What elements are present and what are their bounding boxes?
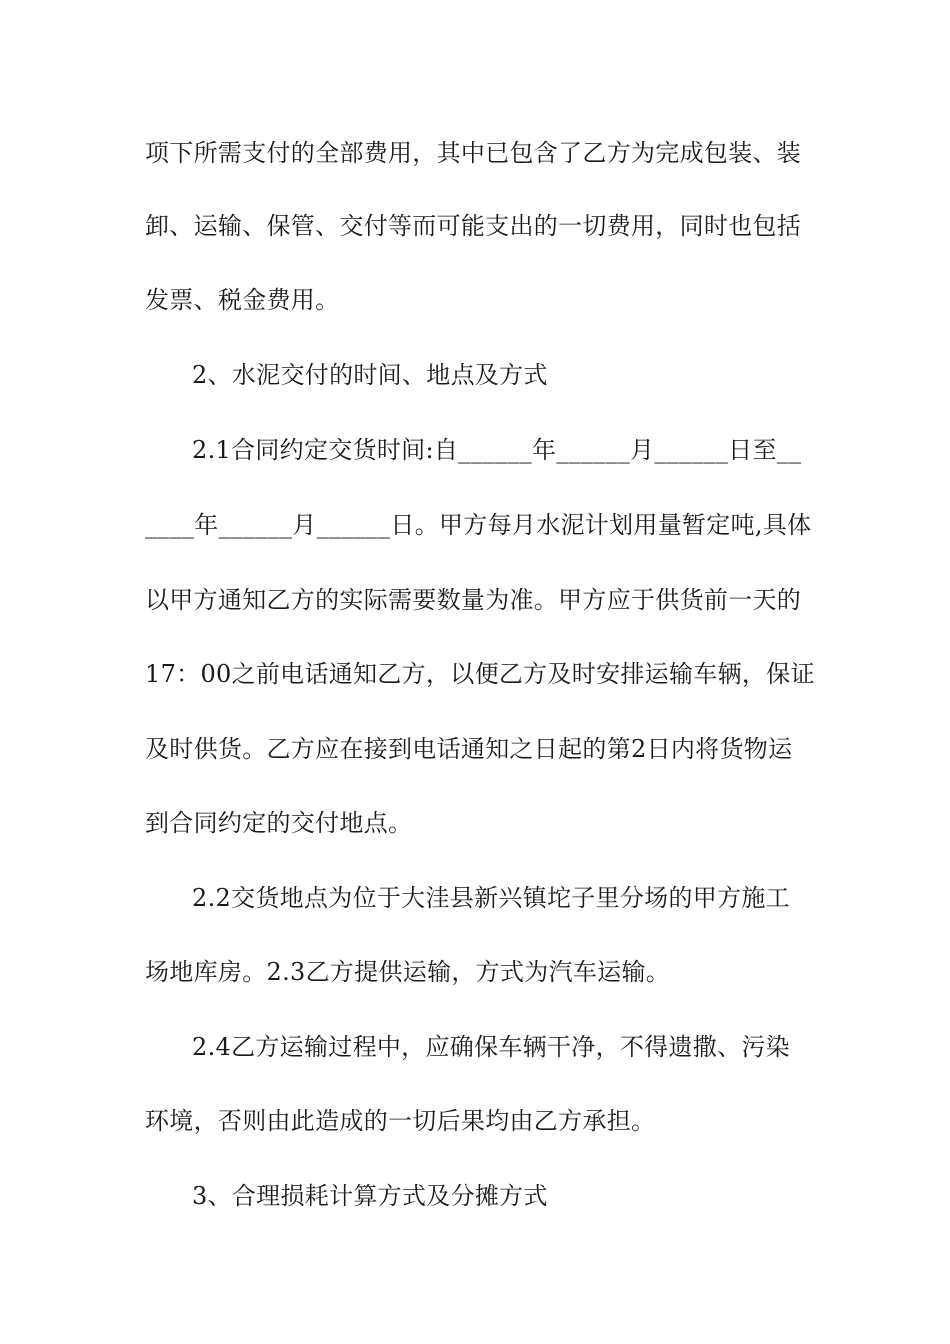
body-line: 卸、运输、保管、交付等而可能支出的一切费用，同时也包括 — [145, 212, 802, 240]
section-heading: 2、水泥交付的时间、地点及方式 — [192, 361, 548, 389]
body-line: 发票、税金费用。 — [145, 286, 340, 314]
body-line: 环境，否则由此造成的一切后果均由乙方承担。 — [145, 1107, 656, 1135]
clause-line: 2.4乙方运输过程中，应确保车辆干净，不得遗撒、污染 — [192, 1033, 790, 1061]
body-line: 到合同约定的交付地点。 — [145, 809, 413, 837]
body-line: 项下所需支付的全部费用，其中已包含了乙方为完成包装、装 — [145, 139, 802, 167]
body-line: 以甲方通知乙方的实际需要数量为准。甲方应于供货前一天的 — [145, 586, 802, 614]
clause-line: 2.1合同约定交货时间:自______年______月______日至__ — [192, 436, 802, 464]
body-line: 17：00之前电话通知乙方，以便乙方及时安排运输车辆，保证 — [145, 660, 815, 688]
body-line: 及时供货。乙方应在接到电话通知之日起的第2日内将货物运 — [145, 735, 793, 763]
body-line: 场地库房。2.3乙方提供运输，方式为汽车运输。 — [145, 958, 671, 986]
section-heading: 3、合理损耗计算方式及分摊方式 — [192, 1182, 548, 1210]
clause-line: 2.2交货地点为位于大洼县新兴镇坨子里分场的甲方施工 — [192, 884, 790, 912]
body-line: ____年______月______日。甲方每月水泥计划用量暂定吨,具体 — [145, 511, 812, 539]
